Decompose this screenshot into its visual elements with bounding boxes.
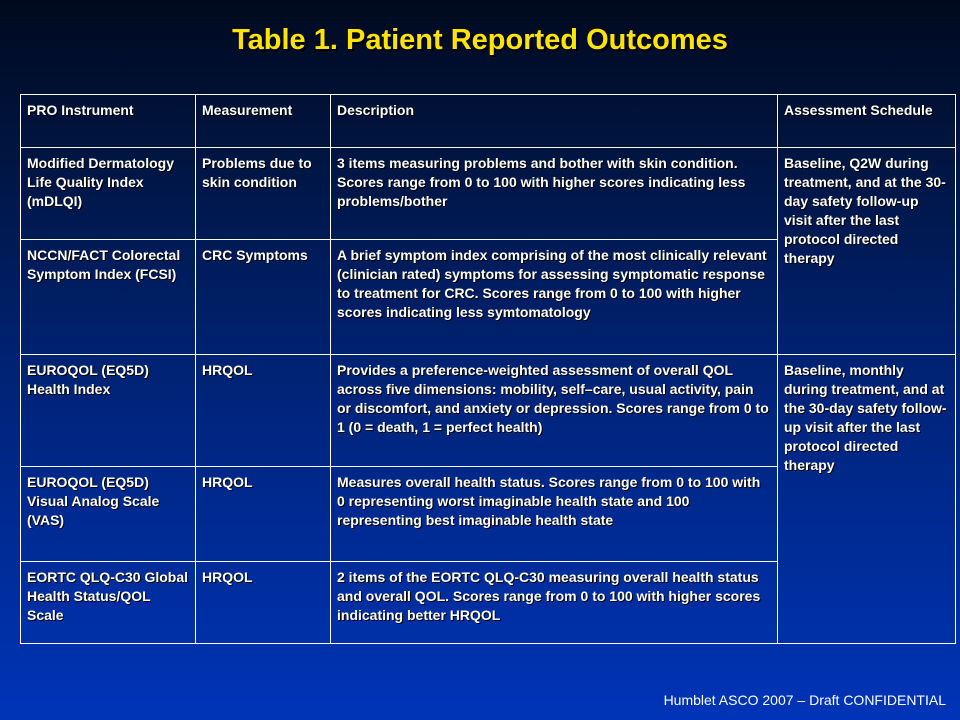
cell-schedule: Baseline, Q2W during treatment, and at the 30-day safety follow-up visit after the last protocol directed therapy: [778, 148, 956, 355]
cell-instrument: EORTC QLQ-C30 Global Health Status/QOL Scale: [21, 562, 196, 644]
cell-instrument: NCCN/FACT Colorectal Symptom Index (FCSI): [21, 240, 196, 355]
cell-description: 3 items measuring problems and bother with skin condition. Scores range from 0 to 100 with higher scores indicating less problems/bother: [331, 148, 778, 240]
cell-description: Measures overall health status. Scores range from 0 to 100 with 0 representing worst imaginable health state and 100 representing best imaginable health state: [331, 467, 778, 562]
slide-title: Table 1. Patient Reported Outcomes: [232, 24, 728, 56]
cell-measurement: CRC Symptoms: [196, 240, 331, 355]
header-assessment-schedule: Assessment Schedule: [778, 95, 956, 148]
header-pro-instrument: PRO Instrument: [21, 95, 196, 148]
cell-measurement: HRQOL: [196, 467, 331, 562]
header-description: Description: [331, 95, 778, 148]
table-row: [21, 148, 956, 240]
cell-description: Provides a preference-weighted assessment of overall QOL across five dimensions: mobility, self–care, usual activity, pain or discomfort, and anxiety or depression. Scores range from 0 to 1 (0 = death, 1 = perfect health): [331, 355, 778, 467]
cell-instrument: EUROQOL (EQ5D) Health Index: [21, 355, 196, 467]
cell-measurement: HRQOL: [196, 562, 331, 644]
cell-measurement: Problems due to skin condition: [196, 148, 331, 240]
cell-schedule: Baseline, monthly during treatment, and at the 30-day safety follow-up visit after the last protocol directed therapy: [778, 355, 956, 644]
cell-description: A brief symptom index comprising of the most clinically relevant (clinician rated) symptoms for assessing symptomatic response to treatment for CRC. Scores range from 0 to 100 with higher scores indicating less symtomatology: [331, 240, 778, 355]
cell-measurement: HRQOL: [196, 355, 331, 467]
pro-table: [20, 94, 956, 644]
cell-instrument: EUROQOL (EQ5D) Visual Analog Scale (VAS): [21, 467, 196, 562]
table-row: [21, 355, 956, 467]
footer-note: Humblet ASCO 2007 – Draft CONFIDENTIAL: [663, 692, 946, 708]
header-measurement: Measurement: [196, 95, 331, 148]
table-header-row: [21, 95, 956, 148]
cell-description: 2 items of the EORTC QLQ-C30 measuring overall health status and overall QOL. Scores range from 0 to 100 with higher scores indicating better HRQOL: [331, 562, 778, 644]
cell-instrument: Modified Dermatology Life Quality Index (mDLQI): [21, 148, 196, 240]
